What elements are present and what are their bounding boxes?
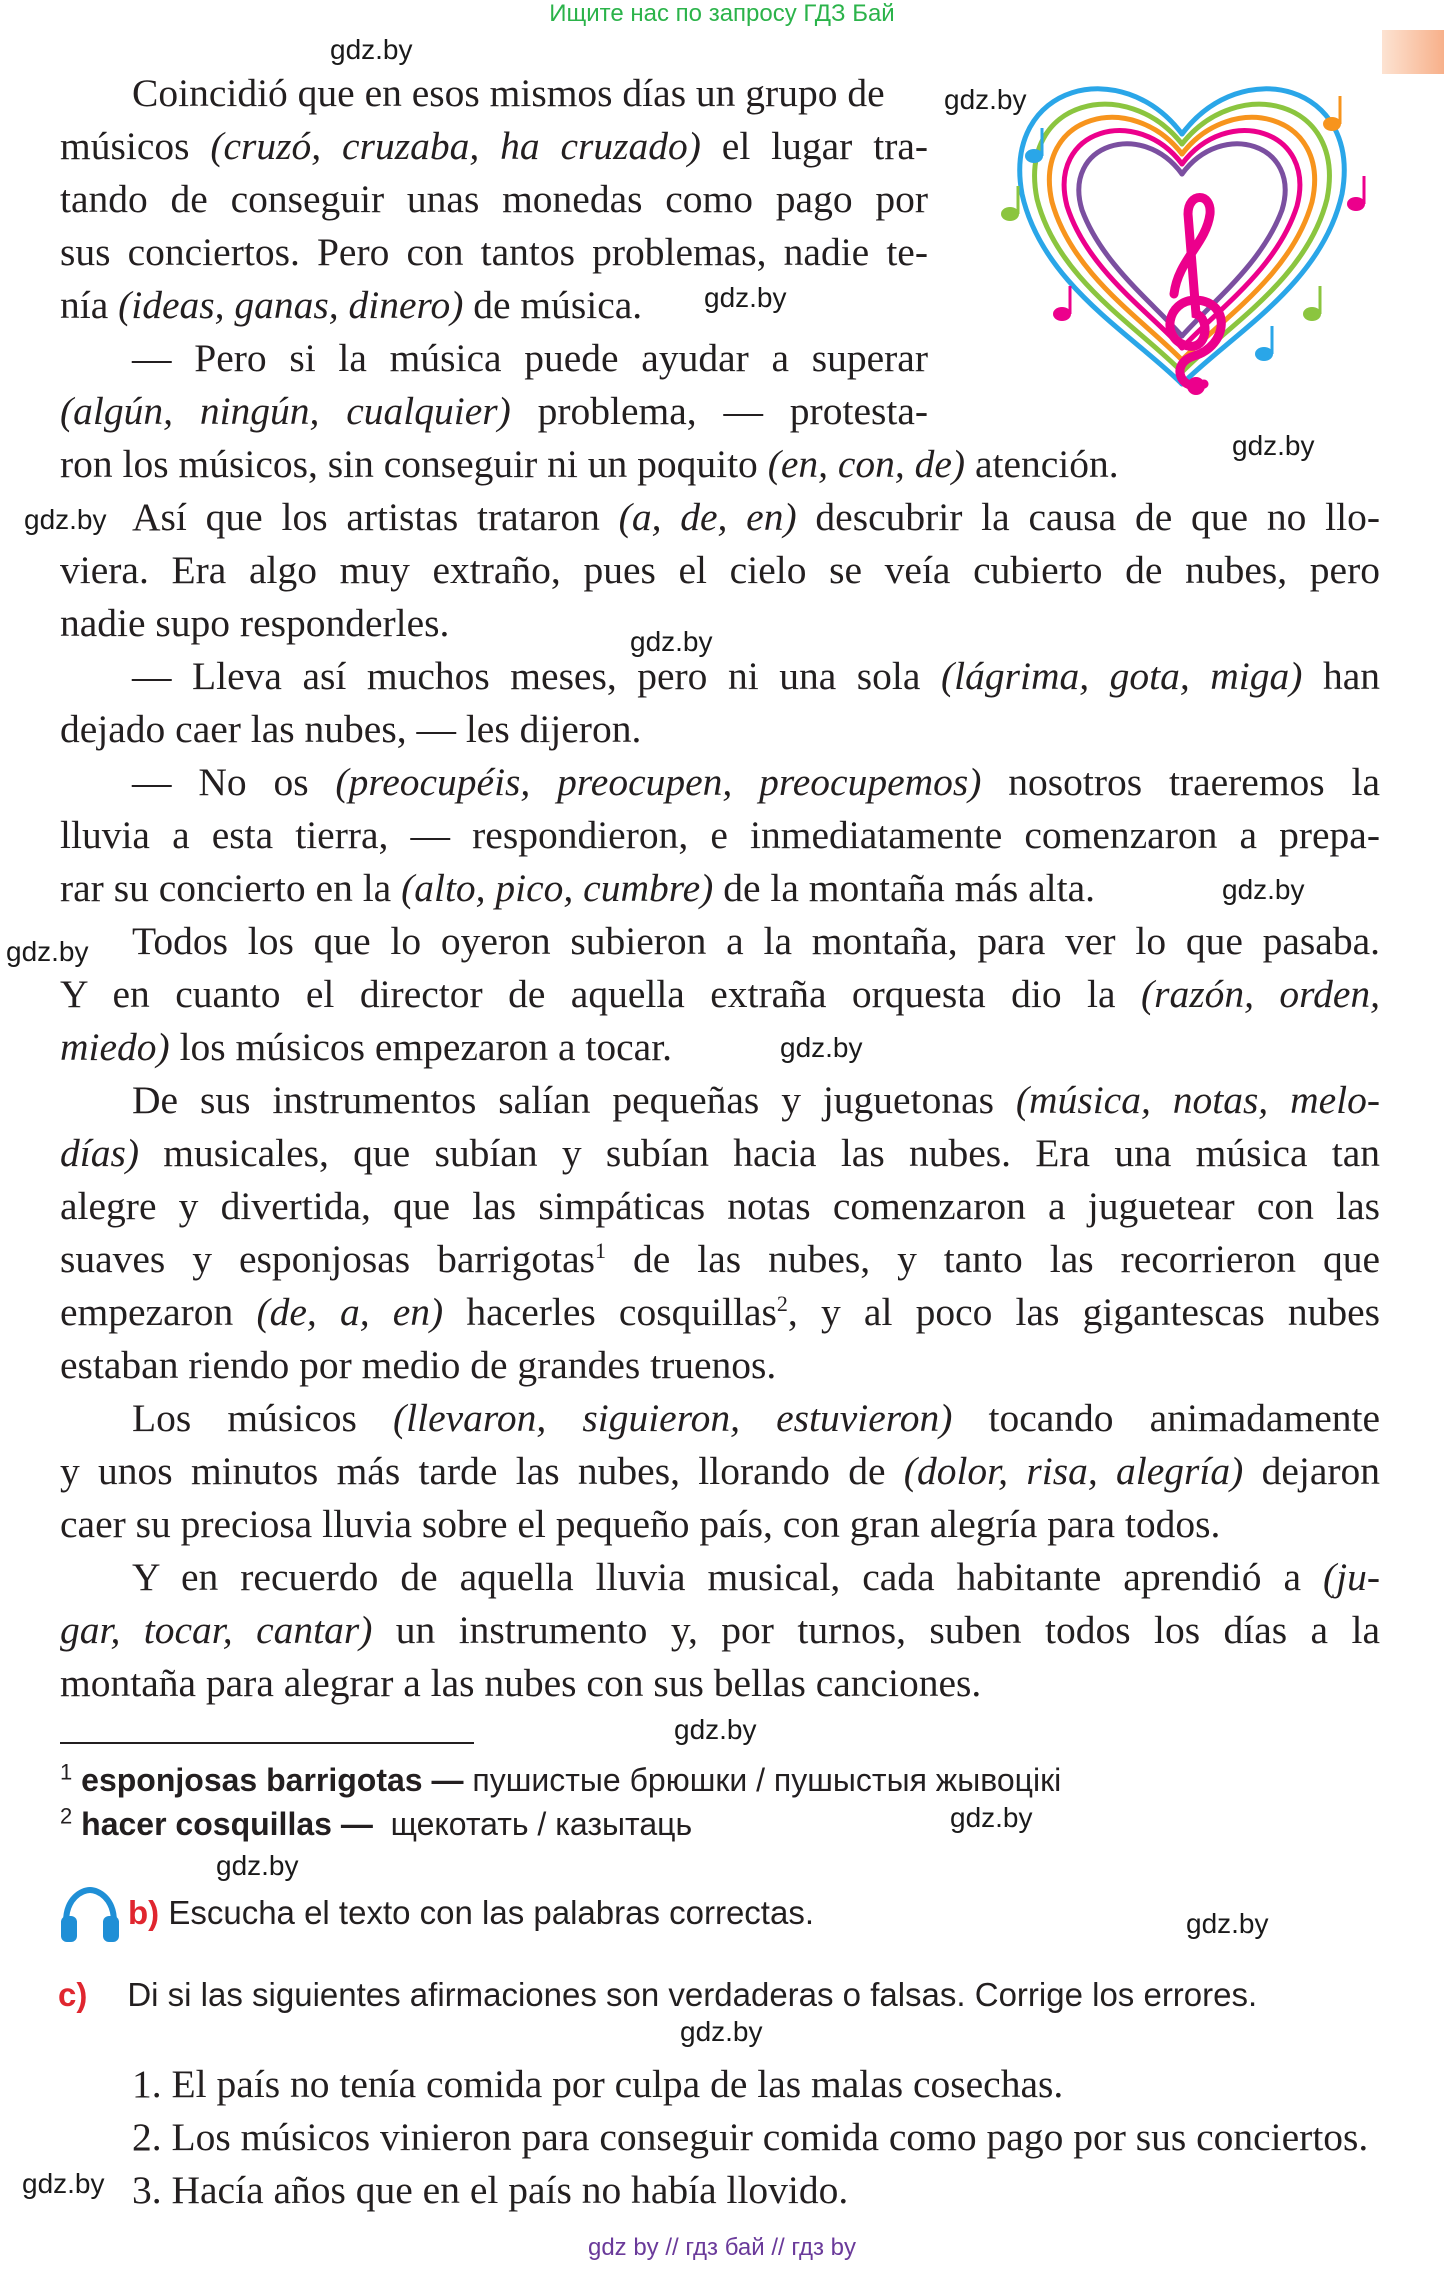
watermark: gdz.by [216,1850,299,1881]
answer-options: (algún, ningún, cualquier) [60,389,511,433]
answer-options: (llevaron, siguieron, estuvieron) [393,1396,953,1440]
task-letter: c) [58,1976,88,2013]
story-line: Todos los que lo oyeron subieron a la montaña, para ver lo que pasaba. [132,919,1380,963]
story-line: — No os (preocupéis, preocupen, preocupemos) nosotros traeremos la [132,760,1381,804]
story-line: caer su preciosa lluvia sobre el pequeño país, con gran alegría para todos. [60,1502,1221,1546]
watermark: gdz.by [630,626,713,657]
watermark: gdz.by [6,936,89,967]
answer-options: (ideas, ganas, dinero) [118,283,464,327]
story-line: miedo) los músicos empezaron a tocar. [60,1025,673,1069]
story-line: suaves y esponjosas barrigotas$^1$ de las nubes, y tanto las recorrieron que [60,1237,1381,1281]
story-line: nía (ideas, ganas, dinero) de música. [60,283,643,327]
answer-options: (preocupéis, preocupen, preocupemos) [335,760,982,804]
watermark: gdz.by [22,2168,105,2199]
footnote: $^2$ hacer cosquillas — щекотать / казытаць [60,1803,693,1842]
watermark: gdz.by [704,282,787,313]
story-line: lluvia a esta tierra, — respondieron, e inmediatamente comenzaron a prepa- [60,813,1380,857]
answer-options: (en, con, de) [767,442,966,486]
story-line: Y en recuerdo de aquella lluvia musical, cada habitante aprendió a (ju- [132,1555,1380,1599]
answer-options: (cruzó, cruzaba, ha cruzado) [210,124,701,168]
story-line: montaña para alegrar a las nubes con sus bellas canciones. [60,1661,982,1705]
story-line: Coincidió que en esos mismos días un grupo de [132,71,885,115]
statement-item: 3. Hacía años que en el país no había llovido. [132,2168,849,2212]
story-line: empezaron (de, a, en) hacerles cosquillas$^2$, y al poco las gigantescas nubes [60,1290,1381,1334]
footnote-ref: 2 [776,1290,788,1316]
watermark: gdz.by [944,84,1027,115]
story-line: Los músicos (llevaron, siguieron, estuvieron) tocando animadamente [132,1396,1380,1440]
answer-options: (razón, orden, [1140,972,1380,1016]
music-heart-illustration [982,64,1388,398]
answer-options: (lágrima, gota, miga) [940,654,1303,698]
task-letter: b) [128,1894,160,1931]
story-line: alegre y divertida, que las simpáticas notas comenzaron a juguetear con las [60,1184,1380,1228]
task-c: c) Di si las siguientes afirmaciones son verdaderas o falsas. Corrige los errores. [58,1976,1258,2013]
footnote-separator [60,1742,474,1744]
story-line: estaban riendo por medio de grandes truenos. [60,1343,777,1387]
story-line: ron los músicos, sin conseguir ni un poquito (en, con, de) atención. [60,442,1119,486]
watermark: gdz.by [1232,430,1315,461]
story-line: (algún, ningún, cualquier) problema, — protesta- [60,389,929,433]
page-corner-tab [1382,30,1444,74]
story-line: rar su concierto en la (alto, pico, cumbre) de la montaña más alta. [60,866,1096,910]
footnote: $^1$ esponjosas barrigotas — пушистые брюшки / пушыстыя жывоцікі [60,1759,1062,1798]
answer-options: (de, a, en) [256,1290,444,1334]
search-banner: Ищите нас по запросу ГДЗ Бай [549,0,895,27]
answer-options: (alto, pico, cumbre) [401,866,714,910]
answer-options: miedo) [60,1025,170,1069]
watermark: gdz.by [24,504,107,535]
answer-options: gar, tocar, cantar) [60,1608,373,1652]
headphones-icon[interactable] [58,1886,122,1944]
story-line: músicos (cruzó, cruzaba, ha cruzado) el lugar tra- [60,124,929,168]
story-line: — Pero si la música puede ayudar a superar [132,336,928,380]
story-line: — Lleva así muchos meses, pero ni una sola (lágrima, gota, miga) han [132,654,1381,698]
story-line: gar, tocar, cantar) un instrumento y, por turnos, suben todos los días a la [60,1608,1380,1652]
watermark: gdz.by [674,1714,757,1745]
statement-item: 2. Los músicos vinieron para conseguir comida como pago por sus conciertos. [132,2115,1369,2159]
statement-item: 1. El país no tenía comida por culpa de las malas cosechas. [132,2062,1064,2106]
story-line: De sus instrumentos salían pequeñas y juguetonas (música, notas, melo- [132,1078,1381,1122]
answer-options: (dolor, risa, alegría) [903,1449,1244,1493]
watermark: gdz.by [330,34,413,65]
watermark: gdz.by [950,1802,1033,1833]
footer-links[interactable]: gdz by // гдз бай // гдз by [587,2234,857,2261]
story-line: tando de conseguir unas monedas como pago por [60,177,928,221]
story-line: Así que los artistas trataron (a, de, en) descubrir la causa de que no llo- [132,495,1381,539]
story-line: viera. Era algo muy extraño, pues el cielo se veía cubierto de nubes, pero [60,548,1380,592]
answer-options: (música, notas, melo- [1015,1078,1381,1122]
answer-options: (a, de, en) [618,495,797,539]
watermark: gdz.by [1186,1908,1269,1939]
story-line: y unos minutos más tarde las nubes, llorando de (dolor, risa, alegría) dejaron [60,1449,1381,1493]
task-b: b) Escucha el texto con las palabras correctas. [128,1894,814,1931]
watermark: gdz.by [680,2016,763,2047]
answer-options: días) [60,1131,139,1175]
answer-options: (ju- [1322,1555,1380,1599]
watermark: gdz.by [1222,874,1305,905]
footnote-ref: 1 [595,1237,607,1263]
story-line: días) musicales, que subían y subían hacia las nubes. Era una música tan [60,1131,1381,1175]
story-line: Y en cuanto el director de aquella extraña orquesta dio la (razón, orden, [60,972,1380,1016]
story-line: dejado caer las nubes, — les dijeron. [60,707,642,751]
story-line: sus conciertos. Pero con tantos problemas, nadie te- [60,230,928,274]
watermark: gdz.by [780,1032,863,1063]
story-line: nadie supo responderles. [60,601,450,645]
